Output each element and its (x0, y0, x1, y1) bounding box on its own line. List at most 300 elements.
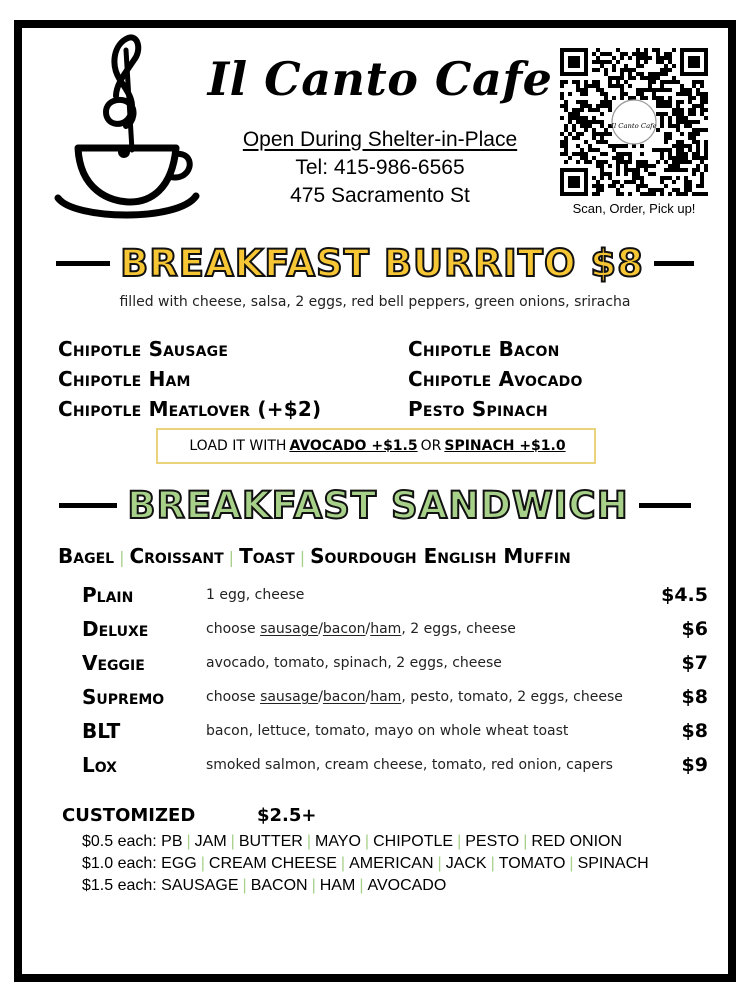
qr-module (636, 52, 640, 56)
qr-module (664, 68, 668, 72)
qr-module (692, 172, 696, 176)
qr-module (576, 100, 580, 104)
qr-module (672, 164, 676, 168)
qr-module (608, 80, 612, 84)
addon-item: BUTTER (238, 833, 303, 850)
addon-item: JACK (445, 855, 487, 872)
qr-module (680, 156, 684, 160)
qr-module (624, 144, 628, 148)
addon-item: HAM (319, 877, 356, 894)
divider: | (299, 548, 306, 567)
qr-module (560, 92, 564, 96)
qr-module (660, 84, 664, 88)
customized-line (82, 853, 712, 875)
qr-module (628, 180, 632, 184)
qr-module (704, 140, 708, 144)
qr-module (640, 180, 644, 184)
qr-module (688, 136, 692, 140)
qr-module (560, 104, 564, 108)
qr-module (596, 160, 600, 164)
qr-module (628, 84, 632, 88)
qr-module (596, 104, 600, 108)
bread-option: Croissant (129, 544, 224, 568)
addon-item: JAM (194, 833, 227, 850)
qr-module (700, 80, 704, 84)
qr-module (584, 104, 588, 108)
choice: sausage (260, 621, 319, 637)
qr-module (588, 120, 592, 124)
qr-module (636, 56, 640, 60)
qr-module (664, 80, 668, 84)
qr-module (664, 168, 668, 172)
qr-module (592, 148, 596, 152)
qr-module (664, 140, 668, 144)
qr-module (584, 84, 588, 88)
qr-module (604, 160, 608, 164)
cafe-info (205, 126, 555, 210)
qr-module (692, 128, 696, 132)
qr-module (592, 128, 596, 132)
qr-module (664, 176, 668, 180)
qr-module (668, 176, 672, 180)
qr-module (652, 88, 656, 92)
qr-module (624, 172, 628, 176)
qr-module (704, 148, 708, 152)
qr-module (620, 56, 624, 60)
menu-row (82, 646, 708, 680)
qr-module (652, 72, 656, 76)
qr-module (676, 164, 680, 168)
burrito-title-text: BREAKFAST BURRITO $8 (120, 242, 644, 285)
item-description: bacon, lettuce, tomato, mayo on whole wheat toast (206, 723, 569, 739)
qr-module (660, 120, 664, 124)
qr-module (616, 144, 620, 148)
qr-module (656, 88, 660, 92)
item-price: $7 (681, 652, 708, 674)
choice: ham (370, 621, 402, 637)
qr-module (700, 96, 704, 100)
burrito-item: Chipotle Meatlover (+$2) (58, 397, 322, 421)
qr-module (572, 124, 576, 128)
qr-module (676, 188, 680, 192)
qr-module (576, 160, 580, 164)
qr-module (604, 68, 608, 72)
qr-module (696, 168, 700, 172)
qr-module (600, 100, 604, 104)
qr-module (564, 140, 568, 144)
qr-module (656, 104, 660, 108)
sandwich-section-title (30, 484, 720, 527)
phone-number: Tel: 415-986-6565 (295, 156, 465, 179)
qr-module (668, 52, 672, 56)
qr-module (600, 184, 604, 188)
qr-module (588, 124, 592, 128)
item-description: choose sausage/bacon/ham, pesto, tomato, 2 eggs, cheese (206, 689, 623, 705)
qr-module (636, 88, 640, 92)
qr-module (668, 152, 672, 156)
qr-module (660, 60, 664, 64)
qr-module (652, 48, 656, 52)
item-price: $4.5 (661, 584, 708, 606)
addon-item: EGG (161, 855, 197, 872)
qr-module (624, 52, 628, 56)
qr-module (620, 192, 624, 196)
addon-item: PESTO (465, 833, 520, 850)
qr-module (700, 84, 704, 88)
qr-module (580, 116, 584, 120)
qr-module (660, 112, 664, 116)
qr-module (688, 132, 692, 136)
qr-module (640, 164, 644, 168)
qr-module (672, 112, 676, 116)
qr-module (644, 56, 648, 60)
qr-module (664, 184, 668, 188)
qr-module (640, 192, 644, 196)
qr-module (600, 136, 604, 140)
qr-module (656, 148, 660, 152)
menu-row (82, 612, 708, 646)
qr-module (612, 156, 616, 160)
qr-module (564, 160, 568, 164)
qr-module (688, 144, 692, 148)
item-name: Plain (82, 583, 134, 607)
qr-module (560, 152, 564, 156)
qr-module (580, 152, 584, 156)
qr-module (648, 164, 652, 168)
qr-module (604, 128, 608, 132)
qr-module (568, 156, 572, 160)
qr-module (704, 96, 708, 100)
burrito-item: Chipotle Ham (58, 367, 191, 391)
qr-module (676, 124, 680, 128)
qr-module (580, 120, 584, 124)
qr-module (632, 168, 636, 172)
qr-module (704, 156, 708, 160)
qr-module (620, 160, 624, 164)
qr-module (632, 68, 636, 72)
load-option-spinach: SPINACH +$1.0 (444, 438, 566, 454)
choice: sausage (260, 689, 319, 705)
qr-module (624, 152, 628, 156)
qr-module (640, 160, 644, 164)
qr-module (560, 96, 564, 100)
qr-module (688, 148, 692, 152)
qr-module (684, 124, 688, 128)
qr-module (704, 164, 708, 168)
qr-module (604, 132, 608, 136)
qr-code[interactable] (560, 48, 708, 196)
qr-module (700, 92, 704, 96)
qr-module (588, 104, 592, 108)
qr-module (692, 108, 696, 112)
qr-module (592, 176, 596, 180)
qr-module (648, 192, 652, 196)
qr-module (672, 80, 676, 84)
customized-label: CUSTOMIZED (62, 805, 196, 826)
qr-module (568, 92, 572, 96)
item-name: BLT (82, 719, 121, 743)
qr-module (672, 76, 676, 80)
qr-module (644, 76, 648, 80)
qr-module (644, 88, 648, 92)
qr-module (676, 156, 680, 160)
qr-module (576, 144, 580, 148)
qr-module (664, 104, 668, 108)
qr-module (632, 180, 636, 184)
customized-price: $2.5+ (257, 805, 317, 826)
qr-module (600, 188, 604, 192)
qr-module (676, 168, 680, 172)
qr-module (672, 156, 676, 160)
qr-module (656, 96, 660, 100)
qr-module (672, 180, 676, 184)
qr-module (608, 52, 612, 56)
addon-item: CHIPOTLE (373, 833, 454, 850)
qr-module (584, 88, 588, 92)
qr-module (664, 160, 668, 164)
divider: | (490, 855, 495, 872)
qr-module (616, 188, 620, 192)
qr-module (692, 140, 696, 144)
qr-module (636, 168, 640, 172)
qr-module (572, 116, 576, 120)
treble-clef-coffee-cup-logo (50, 30, 200, 220)
qr-module (580, 88, 584, 92)
qr-module (596, 60, 600, 64)
qr-module (584, 100, 588, 104)
qr-module (664, 64, 668, 68)
qr-module (704, 144, 708, 148)
qr-module (640, 144, 644, 148)
qr-module (572, 136, 576, 140)
qr-module (692, 80, 696, 84)
qr-module (652, 148, 656, 152)
qr-module (668, 164, 672, 168)
item-name: Deluxe (82, 617, 149, 641)
addon-item: PB (161, 833, 183, 850)
qr-module (572, 128, 576, 132)
qr-module (688, 160, 692, 164)
qr-module (628, 76, 632, 80)
qr-module (700, 128, 704, 132)
qr-module (676, 92, 680, 96)
qr-module (664, 136, 668, 140)
qr-module (684, 144, 688, 148)
qr-module (700, 104, 704, 108)
qr-module (608, 60, 612, 64)
qr-module (664, 56, 668, 60)
divider: | (437, 855, 442, 872)
qr-module (608, 100, 612, 104)
divider: | (200, 855, 205, 872)
qr-module (600, 112, 604, 116)
desc-suffix: , pesto, tomato, 2 eggs, cheese (401, 689, 623, 705)
qr-module (676, 152, 680, 156)
qr-module (596, 84, 600, 88)
qr-module (640, 52, 644, 56)
qr-module (628, 152, 632, 156)
item-name: Veggie (82, 651, 145, 675)
qr-module (596, 192, 600, 196)
item-description: smoked salmon, cream cheese, tomato, red onion, capers (206, 757, 613, 773)
qr-module (676, 140, 680, 144)
qr-module (612, 144, 616, 148)
qr-module (648, 56, 652, 60)
qr-module (640, 96, 644, 100)
divider: | (242, 877, 247, 894)
qr-module (592, 68, 596, 72)
line-price-prefix: $1.0 each: (82, 855, 162, 872)
qr-module (560, 116, 564, 120)
qr-module (564, 136, 568, 140)
qr-module (608, 176, 612, 180)
qr-module (592, 136, 596, 140)
qr-module (692, 156, 696, 160)
qr-module (632, 76, 636, 80)
qr-module (584, 116, 588, 120)
qr-module (612, 68, 616, 72)
qr-module (596, 148, 600, 152)
qr-module (576, 88, 580, 92)
qr-module (640, 72, 644, 76)
qr-module (696, 120, 700, 124)
qr-module (676, 80, 680, 84)
qr-module (616, 48, 620, 52)
qr-module (612, 96, 616, 100)
qr-module (616, 152, 620, 156)
qr-module (696, 128, 700, 132)
qr-module (696, 164, 700, 168)
qr-module (616, 76, 620, 80)
qr-module (628, 156, 632, 160)
qr-module (660, 152, 664, 156)
qr-module (700, 176, 704, 180)
title-rule-left (56, 261, 110, 266)
line-price-prefix: $0.5 each: (82, 833, 162, 850)
bread-options (58, 544, 728, 568)
qr-module (592, 80, 596, 84)
qr-module (660, 180, 664, 184)
qr-module (616, 84, 620, 88)
qr-module (608, 84, 612, 88)
load-option-avocado: AVOCADO +$1.5 (289, 438, 418, 454)
qr-module (636, 60, 640, 64)
qr-module (596, 140, 600, 144)
qr-module (668, 136, 672, 140)
burrito-items (58, 336, 708, 422)
qr-module (660, 88, 664, 92)
qr-module (700, 156, 704, 160)
qr-module (668, 132, 672, 136)
qr-module (668, 148, 672, 152)
qr-module (572, 112, 576, 116)
qr-module (700, 112, 704, 116)
qr-module (596, 180, 600, 184)
qr-module (620, 84, 624, 88)
qr-module (704, 116, 708, 120)
title-rule-left (59, 503, 117, 508)
qr-module (584, 128, 588, 132)
cafe-name: Il Canto Cafe (207, 52, 553, 106)
qr-module (700, 192, 704, 196)
qr-module (592, 192, 596, 196)
qr-module (592, 184, 596, 188)
qr-module (640, 64, 644, 68)
qr-module (660, 80, 664, 84)
qr-module (648, 72, 652, 76)
qr-module (688, 88, 692, 92)
qr-module (680, 140, 684, 144)
qr-module (680, 112, 684, 116)
qr-module (688, 96, 692, 100)
qr-module (576, 84, 580, 88)
qr-module (660, 148, 664, 152)
qr-module (604, 100, 608, 104)
qr-module (560, 144, 564, 148)
qr-module (644, 184, 648, 188)
qr-module (652, 76, 656, 80)
qr-module (596, 80, 600, 84)
qr-module (608, 104, 612, 108)
qr-module (564, 152, 568, 156)
qr-module (596, 164, 600, 168)
qr-module (676, 160, 680, 164)
qr-module (636, 188, 640, 192)
qr-module (588, 108, 592, 112)
item-description: 1 egg, cheese (206, 587, 305, 603)
qr-module (668, 168, 672, 172)
qr-module (596, 68, 600, 72)
qr-module (584, 156, 588, 160)
item-description: avocado, tomato, spinach, 2 eggs, cheese (206, 655, 502, 671)
qr-module (660, 56, 664, 60)
qr-finder (568, 56, 580, 68)
qr-module (676, 100, 680, 104)
divider: | (186, 833, 191, 850)
qr-module (692, 120, 696, 124)
qr-module (652, 92, 656, 96)
burrito-section-title (30, 242, 720, 285)
burrito-item: Chipotle Bacon (408, 337, 560, 361)
qr-module (608, 108, 612, 112)
qr-module (660, 156, 664, 160)
qr-module (624, 160, 628, 164)
qr-module (672, 124, 676, 128)
qr-module (680, 168, 684, 172)
menu-row (82, 578, 708, 612)
qr-module (660, 124, 664, 128)
qr-module (696, 152, 700, 156)
qr-center-text: Il Canto Cafe (611, 122, 657, 130)
qr-module (680, 84, 684, 88)
qr-module (660, 72, 664, 76)
qr-module (660, 104, 664, 108)
qr-module (672, 144, 676, 148)
qr-module (632, 172, 636, 176)
qr-module (632, 52, 636, 56)
qr-module (620, 92, 624, 96)
load-it-box (156, 428, 596, 464)
qr-module (656, 100, 660, 104)
qr-module (620, 72, 624, 76)
qr-module (564, 80, 568, 84)
title-rule-right (639, 503, 691, 508)
qr-module (700, 180, 704, 184)
qr-module (656, 160, 660, 164)
qr-module (692, 132, 696, 136)
qr-module (648, 88, 652, 92)
qr-module (644, 48, 648, 52)
